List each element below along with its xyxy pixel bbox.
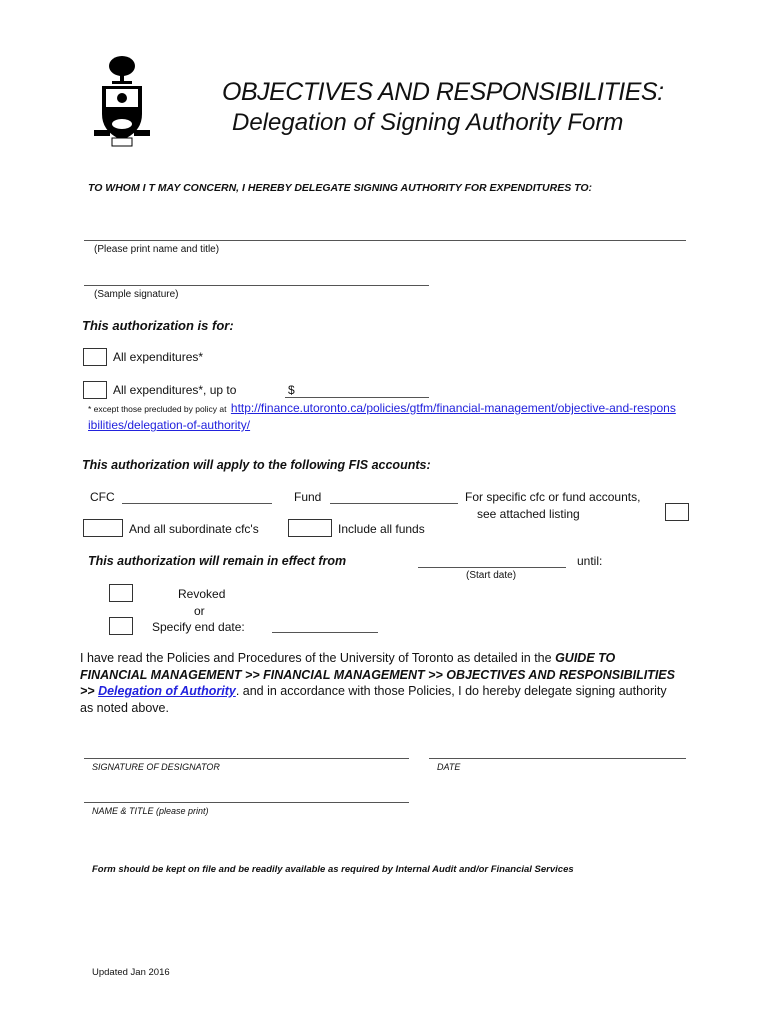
name-title-field[interactable]: [84, 240, 686, 241]
expenditures-up-to-checkbox[interactable]: [83, 381, 107, 399]
authorization-for-heading: This authorization is for:: [82, 318, 234, 333]
name-title-print-field[interactable]: [84, 802, 409, 803]
delegation-of-authority-link[interactable]: Delegation of Authority: [98, 684, 236, 698]
expenditures-up-to-label: All expenditures*, up to: [113, 383, 237, 397]
policy-statement: [80, 650, 680, 716]
start-date-field[interactable]: [418, 567, 566, 568]
end-date-checkbox[interactable]: [109, 617, 133, 635]
policy-link[interactable]: http://finance.utoronto.ca/policies/gtfm/financial-management/objective-and-responsibilities/delegation-of-authority/: [88, 401, 676, 432]
all-expenditures-label: All expenditures*: [113, 350, 204, 364]
name-caption: (Please print name and title): [94, 244, 220, 255]
signature-caption: (Sample signature): [94, 289, 179, 300]
dollar-sign: $: [288, 383, 295, 397]
include-funds-label: Include all funds: [338, 522, 425, 536]
effect-heading: This authorization will remain in effect from: [88, 554, 347, 568]
specific-accounts-label: For specific cfc or fund accounts,: [465, 490, 641, 504]
date-caption: DATE: [437, 762, 461, 772]
statement-text-2: . and in accordance with those Policies, I do hereby delegate signing authority as noted above.: [80, 684, 667, 715]
specify-end-date-label: Specify end date:: [152, 620, 245, 634]
specific-accounts-checkbox[interactable]: [665, 503, 689, 521]
date-field[interactable]: [429, 758, 686, 759]
subordinate-cfcs-label: And all subordinate cfc's: [129, 522, 259, 536]
revoked-checkbox[interactable]: [109, 584, 133, 602]
designator-signature-field[interactable]: [84, 758, 409, 759]
fis-accounts-heading: This authorization will apply to the following FIS accounts:: [82, 458, 431, 472]
updated-date: Updated Jan 2016: [92, 967, 170, 978]
footnote-text: * except those precluded by policy at: [88, 404, 227, 414]
form-title: OBJECTIVES AND RESPONSIBILITIES:: [222, 78, 664, 106]
form-subtitle: Delegation of Signing Authority Form: [232, 109, 624, 136]
amount-field[interactable]: [285, 397, 429, 398]
start-date-caption: (Start date): [466, 570, 517, 581]
subordinate-cfcs-checkbox[interactable]: [83, 519, 123, 537]
name-title-caption: NAME & TITLE (please print): [92, 806, 209, 816]
cfc-field[interactable]: [122, 503, 272, 504]
statement-guide-path: GUIDE TO FINANCIAL MANAGEMENT >> FINANCIAL MANAGEMENT >> OBJECTIVES AND RESPONSIBILITIES >>: [80, 651, 675, 698]
sample-signature-field[interactable]: [84, 285, 429, 286]
fund-field[interactable]: [330, 503, 458, 504]
include-funds-checkbox[interactable]: [288, 519, 332, 537]
attached-listing-label: see attached listing: [477, 507, 580, 521]
until-label: until:: [577, 554, 603, 568]
statement-text-1: I have read the Policies and Procedures of the University of Toronto as detailed in the: [80, 651, 556, 665]
cfc-label: CFC: [90, 490, 115, 504]
all-expenditures-checkbox[interactable]: [83, 348, 107, 366]
fund-label: Fund: [294, 490, 322, 504]
end-date-field[interactable]: [272, 632, 378, 633]
revoked-label: Revoked: [178, 587, 226, 601]
or-label: or: [194, 604, 205, 618]
university-crest-logo: [92, 52, 152, 148]
intro-text: TO WHOM I T MAY CONCERN, I HEREBY DELEGATE SIGNING AUTHORITY FOR EXPENDITURES TO:: [88, 182, 593, 194]
footer-note: Form should be kept on file and be readily available as required by Internal Audit and/or Financial Services: [92, 864, 574, 875]
designator-caption: SIGNATURE OF DESIGNATOR: [92, 762, 220, 772]
